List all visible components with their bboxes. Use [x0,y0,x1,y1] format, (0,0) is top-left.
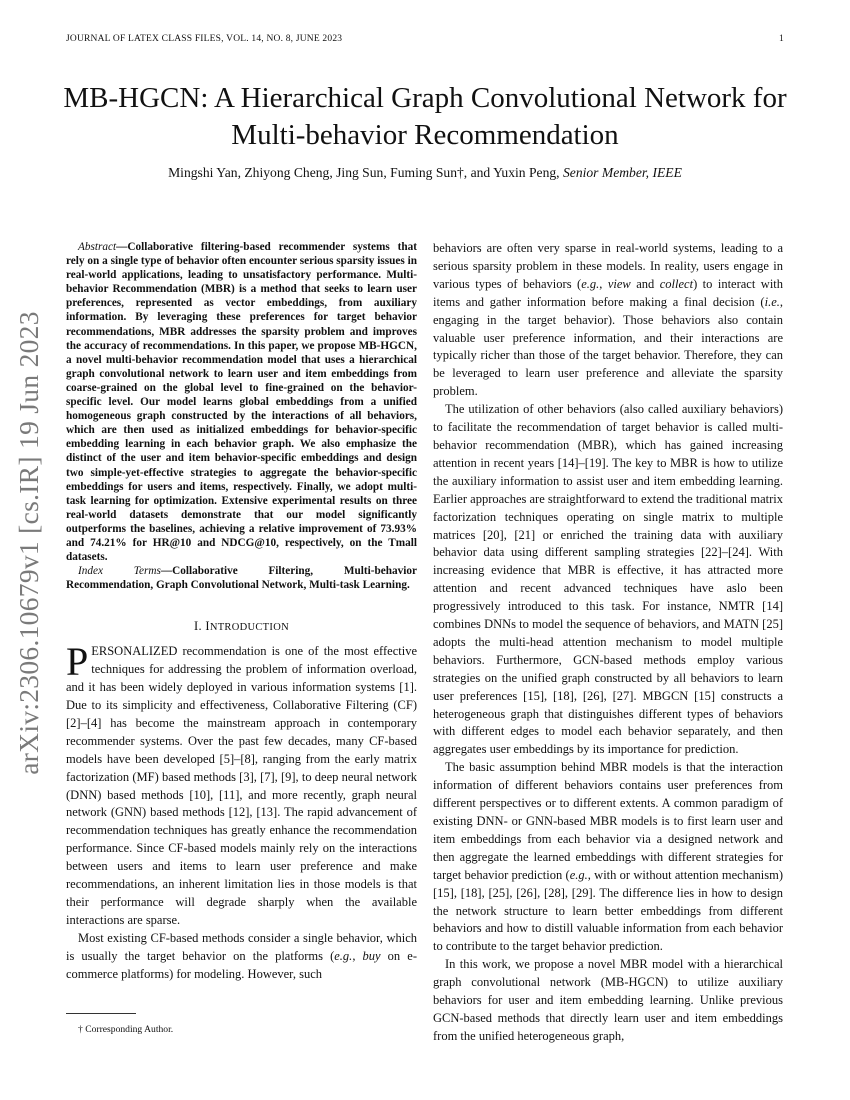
index-terms-lead: Index Terms [78,565,161,578]
right-p0-a: behaviors are often very sparse in real-world systems, leading to a serious sparsity problem in these models. In reality, users engage in various types of behaviors ( [433,241,783,291]
right-p2-eg: e.g. [569,867,588,882]
abstract-lead: Abstract [78,241,117,253]
right-p0-view: view [607,276,631,291]
left-column [66,240,417,983]
right-p0-d: ) to interact with items and gather information before making a final decision ( [433,276,784,309]
right-column [433,240,783,1046]
intro-p2-c: on e-commerce platforms) for modeling. However, such [66,948,417,981]
right-paragraph-0 [433,240,783,401]
intro-caps: ERSONALIZED [91,644,178,659]
page-number: 1 [779,34,784,44]
author-names: Mingshi Yan, Zhiyong Cheng, Jing Sun, Fuming Sun†, and Yuxin Peng, [168,165,560,180]
arxiv-sidebar [4,308,54,778]
footnote-rule [66,1013,136,1014]
intro-paragraph-1 [66,639,417,930]
right-paragraph-3: In this work, we propose a novel MBR model with a hierarchical graph convolutional network (MB-HGCN) to utilize auxiliary behaviors for user and item embedding learning. Unlike previous GCN-based methods that directly learn user and item embeddings from the unified heterogeneous graph, [433,957,783,1043]
right-paragraph-1: The utilization of other behaviors (also called auxiliary behaviors) to facilitate the recommendation of target behavior is called multi-behavior recommendation (MBR), which has gained increasing attention in recent years [14]–[19]. The key to MBR is how to utilize the auxiliary information to assist user and item embedding learning. Earlier approaches are straightforward to extend the traditional matrix factorization techniques operating on single matrix to multiple matrices [20], [21] or enriched the training data with auxiliary behavior data using different sampling strategies [22]–[24]. With increasing evidence that MBR is effective, it has attracted more attention and recent advanced techniques have aslo been progressively introduced to this task. For instance, NMTR [14] combines DNNs to model the sequence of behaviors, and MATN [25] adopts the multi-head attention mechanism to model multiple behaviors. Furthermore, GCN-based methods employ various strategies on the unified graph constructed by all behaviors to learn user preferences [15], [18], [26], [27]. MBGCN [15] constructs a heterogeneous graph that distinguishes different types of behaviors with different edges to model each behavior separately, and then aggregates user embeddings by its importance for prediction. [433,402,783,757]
intro-paragraph-2 [66,930,417,984]
section-numeral: I. [194,619,202,634]
running-head: JOURNAL OF LATEX CLASS FILES, VOL. 14, NO. 8, JUNE 2023 [66,34,343,44]
intro-p2-eg: e.g. [334,948,353,963]
section-heading-introduction [66,618,417,637]
abstract-text: —Collaborative filtering-based recommender systems that rely on a single type of behavior often encounter serious sparsity issues in real-world applications, leading to unsatisfactory performance. Multi-behavior Recommendation (MBR) is a method that seeks to learn user preferences, represented as vector embeddings, from auxiliary information. By leveraging these preferences for target behavior recommendations, MBR addresses the sparsity problem and improves the accuracy of recommendations. In this paper, we propose MB-HGCN, a novel multi-behavior recommendation model that uses a hierarchical graph convolutional network to learn user and item embeddings from coarse-grained on the global level to fine-grained on the behavior-specific level. Our model learns global embeddings from a unified homogeneous graph constructed by the interactions of all behaviors, which are then used as initialized embeddings for behavior-specific embedding learning in each behavior graph. We also emphasize the distinct of the user and item behavior-specific embeddings and design two simple-yet-effective strategies to aggregate the behavior-specific embeddings for users and items, respectively. Finally, we adopt multi-task learning for optimization. Extensive experimental results on three real-world datasets demonstrate that our model significantly outperforms the baselines, achieving a relative improvement of 73.93% and 74.21% for HR@10 and NDCG@10, respectively, on the Tmall datasets. [66,241,417,564]
author-membership: Senior Member, IEEE [562,165,682,180]
intro-p2-buy: buy [362,948,381,963]
author-list [60,164,790,182]
abstract [66,240,417,564]
right-p2-a: The basic assumption behind MBR models is that the interaction information of different behaviors contains user preferences from different perspectives or to different extents. A common paradigm of existing DNN- or GNN-based MBR models is to first learn user and item embeddings from each behavior via a designed network and then aggregate the learned embeddings with different strategies for target behavior prediction ( [433,760,783,882]
intro-p2-b: , [352,948,363,963]
drop-cap: P [66,639,89,685]
section-initial: I [205,619,210,634]
right-p2-b: , with or without attention mechanism) [15], [18], [25], [26], [28], [29]. The difference lies in how to design the network structure to learn better embeddings from different behaviors and how to distill valuable information from each behavior to contribute to the target behavior prediction. [433,867,783,954]
index-terms [66,564,417,592]
right-paragraph-2 [433,759,783,956]
right-p0-eg: e.g. [581,276,600,291]
right-p0-ie: i.e. [764,294,780,309]
arxiv-id: arXiv:2306.10679v1 [cs.IR] 19 Jun 2023 [13,311,44,775]
index-terms-text: —Collaborative Filtering, Multi-behavior Recommendation, Graph Convolutional Network, Multi-task Learning. [66,565,417,592]
right-p0-b: , [599,276,608,291]
intro-p1-text: recommendation is one of the most effective techniques for addressing the problem of information overload, and it has been widely deployed in various information systems [1]. Due to its simplicity and effectiveness, Collaborative Filtering (CF) [2]–[4] has become the mainstream approach in contemporary recommender systems. Over the past few decades, many CF-based models have been developed [5]–[8], ranging from the early matrix factorization (MF) based methods [3], [7], [9], to deep neural network (DNN) based methods [10], [11], and more recently, graph neural network (GNN) based methods [12], [13]. The rapid advancement of recommendation techniques has greatly enhance the recommendation performance. Since CF-based models mainly rely on the interactions between users and items to learn user preference and make recommendations, an inherent limitation lies in those models is that their performance will degrade sharply when the available interactions are sparse. [66,644,417,927]
right-p0-collect: collect [659,276,694,291]
intro-p2-a: Most existing CF-based methods consider a single behavior, which is usually the target behavior on the platforms ( [66,930,417,963]
paper-title: MB-HGCN: A Hierarchical Graph Convolutional Network for Multi-behavior Recommendation [63,82,787,151]
running-header [66,34,784,48]
section-rest: NTRODUCTION [209,622,289,634]
right-p0-c: and [630,276,660,291]
footnote: † Corresponding Author. [78,1024,174,1035]
right-p0-e: , engaging in the target behavior). Those behaviors also contain valuable user preference information, and their interactions are typically richer than those of the target behavior. Therefore, they can be leveraged to learn user preference and alleviate the sparsity problem. [433,294,783,399]
